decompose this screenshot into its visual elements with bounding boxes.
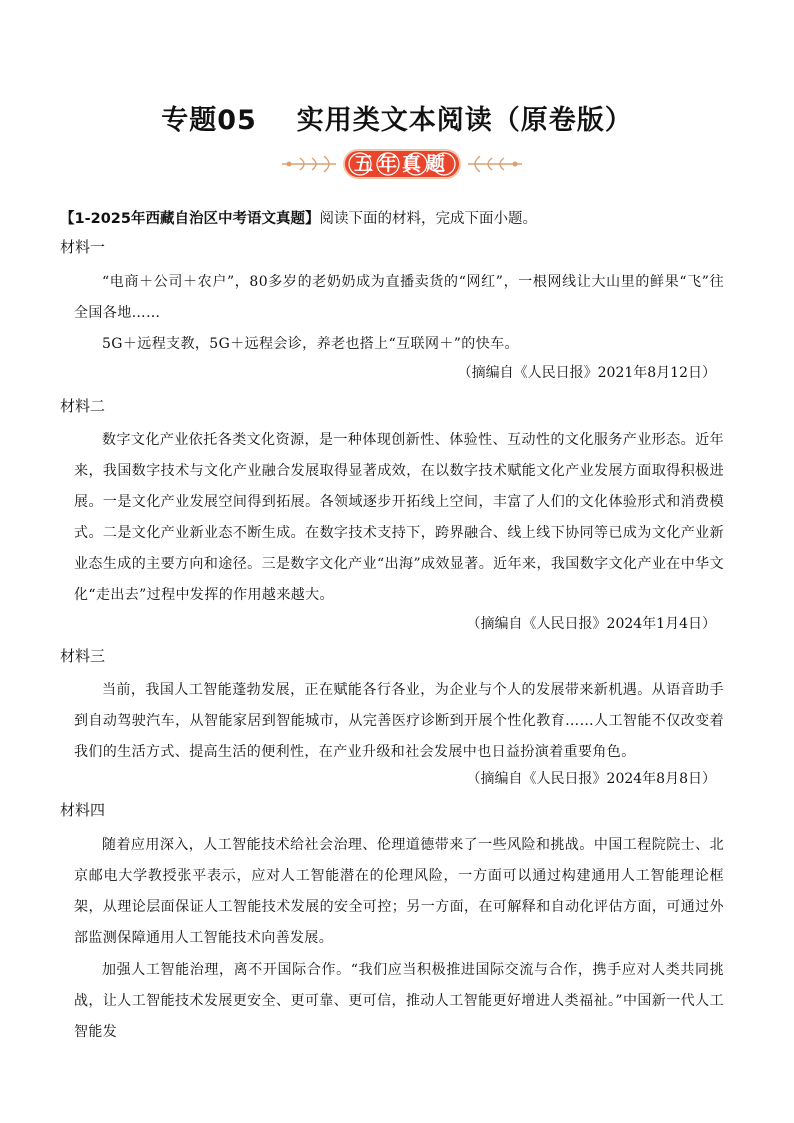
material-2-label: 材料二 xyxy=(60,397,106,415)
page-title xyxy=(0,98,794,137)
question-source-tag: 【1-2025年西藏自治区中考语文真题】 xyxy=(60,211,320,227)
banner-label: 五年真题 xyxy=(353,153,450,175)
title-topic-name: 实用类文本阅读（原卷版） xyxy=(296,105,633,136)
material-4-label: 材料四 xyxy=(60,801,106,819)
material-1-paragraph-1: “电商＋公司＋农户”，80多岁的老奶奶成为直播卖货的“网红”，一根网线让大山里的鲜果“飞”往全国各地…… xyxy=(74,274,724,321)
material-4-paragraph-2: 加强人工智能治理，离不开国际合作。“我们应当积极推进国际交流与合作，携手应对人类共同挑战，让人工智能技术发展更安全、更可靠、更可信，推动人工智能更好增进人类福祉。”中国新一代人工智能发 xyxy=(74,962,724,1040)
material-3-citation: （摘编自《人民日报》2024年8月8日） xyxy=(466,771,716,787)
question-instruction: 阅读下面的材料，完成下面小题。 xyxy=(319,211,537,227)
material-1-paragraph-2: 5G＋远程支教，5G＋远程会诊，养老也搭上“互联网＋”的快车。 xyxy=(102,336,519,352)
question-intro xyxy=(60,207,537,228)
material-3-label: 材料三 xyxy=(60,647,106,665)
material-3-paragraph-1: 当前，我国人工智能蓬勃发展，正在赋能各行各业，为企业与个人的发展带来新机遇。从语音助手到自动驾驶汽车，从智能家居到智能城市，从完善医疗诊断到开展个性化教育……人工智能不仅改变着我们的生活方式、提高生活的便利性，在产业升级和社会发展中也日益扮演着重要角色。 xyxy=(74,682,724,760)
material-2-paragraph-1: 数字文化产业依托各类文化资源，是一种体现创新性、体验性、互动性的文化服务产业形态。近年来，我国数字技术与文化产业融合发展取得显著成效，在以数字技术赋能文化产业发展方面取得积极进展。一是文化产业发展空间得到拓展。各领域逐步开拓线上空间，丰富了人们的文化体验形式和消费模式。二是文化产业新业态不断生成。在数字技术支持下，跨界融合、线上线下协同等已成为文化产业新业态生成的主要方向和途径。三是数字文化产业“出海”成效显著。近年来，我国数字文化产业在中华文化“走出去”过程中发挥的作用越来越大。 xyxy=(74,432,724,603)
material-1-label: 材料一 xyxy=(60,238,106,256)
title-topic-number: 专题05 xyxy=(161,105,257,136)
material-1-citation: （摘编自《人民日报》2021年8月12日） xyxy=(457,365,716,381)
material-4-paragraph-1: 随着应用深入，人工智能技术给社会治理、伦理道德带来了一些风险和挑战。中国工程院院士、北京邮电大学教授张平表示，应对人工智能潜在的伦理风险，一方面可以通过构建通用人工智能理论框架，从理论层面保证人工智能技术发展的安全可控；另一方面，在可解释和自动化评估方面，可通过外部监测保障通用人工智能技术向善发展。 xyxy=(74,837,724,946)
material-2-citation: （摘编自《人民日报》2024年1月4日） xyxy=(466,616,716,632)
section-banner xyxy=(0,146,794,182)
